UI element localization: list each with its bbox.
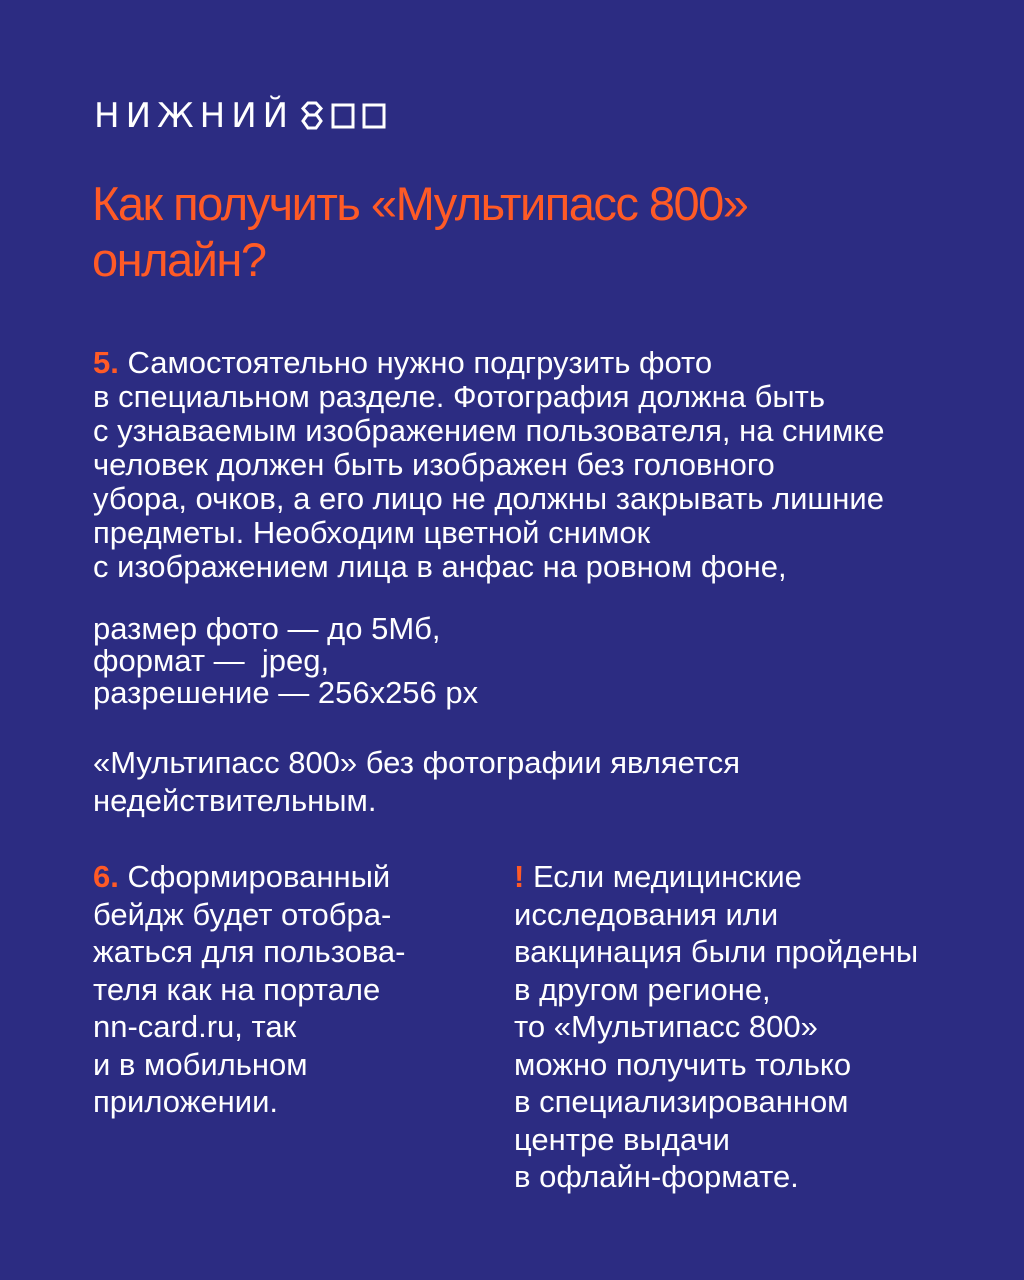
step-6-line: приложении.: [93, 1084, 279, 1119]
validity-note-line: недействительным.: [93, 782, 377, 818]
photo-resolution-requirement: разрешение — 256х256 px: [93, 675, 479, 710]
step-5-line: с узнаваемым изображением пользователя, на снимке: [93, 413, 885, 448]
warning-line: в офлайн-формате.: [514, 1159, 799, 1194]
step-6-text: Сформированный: [127, 859, 391, 894]
step-5-paragraph: [93, 346, 884, 584]
step-5-line: в специальном разделе. Фотография должна быть: [93, 379, 826, 414]
step-6-paragraph: [93, 858, 406, 1121]
warning-text: Если медицинские: [532, 859, 802, 894]
validity-note: [93, 744, 740, 819]
step-6-line: жаться для пользова-: [93, 934, 406, 969]
step-6-line: бейдж будет отобра-: [93, 896, 392, 932]
step-5-line: предметы. Необходим цветной снимок: [93, 515, 651, 550]
warning-line: то «Мультипасс 800»: [514, 1009, 818, 1044]
step-5-text: Самостоятельно нужно подгрузить фото: [127, 345, 713, 380]
step-5-line: [93, 346, 884, 380]
photo-requirements: [93, 613, 478, 709]
warning-line: исследования или: [514, 896, 779, 932]
logo-800-mark: [298, 101, 390, 131]
title-line-1: Как получить «Мультипасс 800»: [92, 177, 748, 230]
region-warning: [514, 858, 918, 1196]
step-5-number: 5.: [93, 345, 119, 380]
step-6-line: теля как на портале: [93, 971, 381, 1007]
page-title: [92, 176, 952, 288]
step-5-line: с изображением лица в анфас на ровном фоне,: [93, 549, 787, 584]
step-6-line: nn-card.ru, так: [93, 1009, 297, 1044]
warning-line: можно получить только: [514, 1046, 852, 1082]
step-6-number: 6.: [93, 859, 119, 894]
step-6-line: [93, 858, 406, 896]
exclamation-icon: !: [514, 859, 525, 894]
step-5-line: убора, очков, а его лицо не должны закрывать лишние: [93, 481, 884, 516]
photo-size-requirement: размер фото — до 5Мб,: [93, 611, 441, 646]
brand-logo: [94, 96, 390, 136]
photo-format-requirement: формат — jpeg,: [93, 643, 330, 678]
warning-line: вакцинация были пройдены: [514, 934, 919, 969]
logo-text: НИЖНИЙ: [94, 96, 295, 136]
title-line-2: онлайн?: [92, 233, 266, 286]
logo-number-glyphs: [298, 101, 390, 131]
warning-line: в специализированном: [514, 1084, 849, 1119]
warning-line: центре выдачи: [514, 1121, 730, 1157]
step-6-line: и в мобильном: [93, 1046, 308, 1082]
warning-line: [514, 858, 918, 896]
validity-note-line: «Мультипасс 800» без фотографии является: [93, 745, 741, 780]
step-5-line: человек должен быть изображен без головного: [93, 447, 775, 482]
warning-line: в другом регионе,: [514, 971, 771, 1007]
